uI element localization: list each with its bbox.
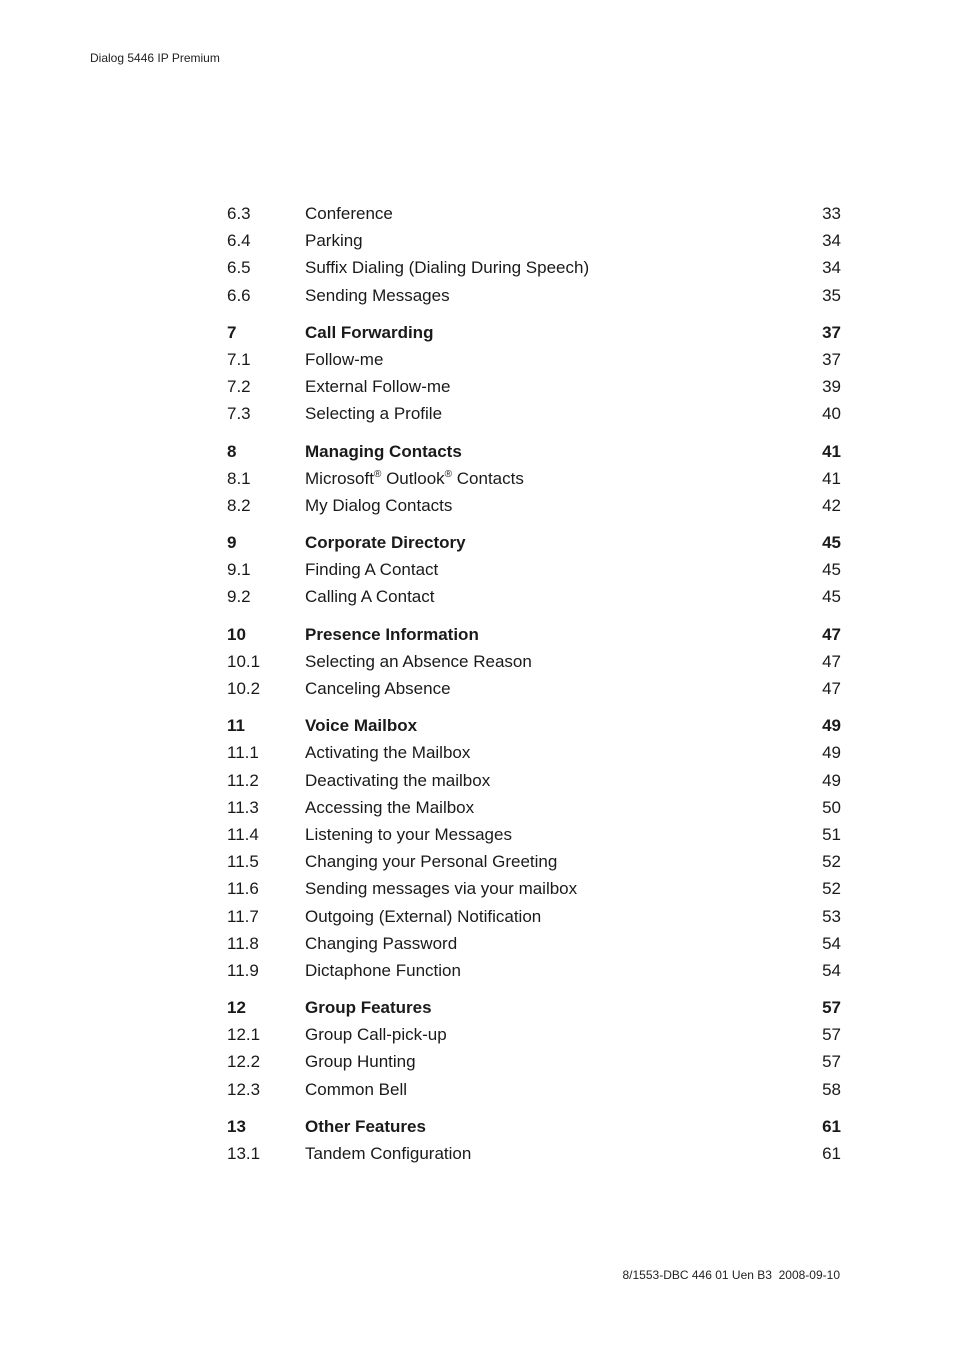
toc-number: 11 — [227, 716, 245, 736]
toc-entry-row — [227, 1024, 841, 1051]
toc-entry-row — [227, 1079, 841, 1106]
toc-entry-row — [227, 586, 841, 613]
toc-title: Listening to your Messages — [305, 824, 512, 844]
toc-page-number: 39 — [822, 377, 841, 397]
toc-entry-row — [227, 230, 841, 257]
toc-chapter-row — [227, 997, 841, 1024]
toc-number: 12.1 — [227, 1025, 261, 1045]
toc-title: Changing Password — [305, 933, 458, 953]
toc-entry-row — [227, 878, 841, 905]
toc-title: Finding A Contact — [305, 560, 439, 580]
toc-title: Selecting a Profile — [305, 404, 443, 424]
toc-title: Selecting an Absence Reason — [305, 651, 532, 671]
toc-number: 12.2 — [227, 1052, 261, 1072]
toc-title: Calling A Contact — [305, 587, 435, 607]
toc-number: 6.3 — [227, 204, 251, 223]
toc-page-number: 57 — [822, 998, 841, 1018]
toc-page-number: 54 — [822, 960, 841, 980]
toc-number: 7.2 — [227, 377, 251, 397]
toc-number: 11.6 — [227, 879, 259, 899]
toc-number: 6.4 — [227, 231, 251, 251]
toc-number: 11.2 — [227, 770, 259, 790]
page-header: Dialog 5446 IP Premium — [90, 51, 220, 65]
toc-title-part: Outlook — [381, 468, 445, 488]
toc-title: Group Features — [305, 998, 432, 1018]
toc-page-number: 34 — [822, 258, 841, 278]
toc-entry-row — [227, 1051, 841, 1078]
toc-page-number: 49 — [822, 716, 841, 736]
toc-entry-row — [227, 797, 841, 824]
toc-page-number: 47 — [822, 651, 841, 671]
toc-number: 10 — [227, 624, 246, 644]
toc-page-number: 54 — [822, 933, 841, 953]
toc-entry-row — [227, 559, 841, 586]
toc-entry-row — [227, 349, 841, 376]
toc-page-number: 34 — [822, 231, 841, 251]
toc-page-number: 51 — [822, 824, 841, 844]
toc-title: Canceling Absence — [305, 679, 451, 698]
toc-page-number: 40 — [822, 404, 841, 424]
toc-title: My Dialog Contacts — [305, 495, 453, 515]
toc-entry-row — [227, 851, 841, 878]
toc-page-number: 52 — [822, 879, 841, 899]
toc-number: 6.6 — [227, 285, 251, 305]
toc-number: 8.2 — [227, 495, 251, 515]
toc-entry-row — [227, 1143, 841, 1170]
toc-entry-row — [227, 495, 841, 522]
toc-page-number: 45 — [822, 560, 841, 580]
toc-page-number: 37 — [822, 349, 841, 369]
toc-page-number: 50 — [822, 797, 841, 817]
toc-page-number: 42 — [822, 495, 841, 515]
toc-page-number: 57 — [822, 1052, 841, 1072]
toc-chapter-row — [227, 441, 841, 468]
toc-page-number: 49 — [822, 743, 841, 763]
toc-title: Presence Information — [305, 624, 479, 644]
doc-date: 2008-09-10 — [778, 1268, 840, 1282]
toc-page-number: 45 — [822, 587, 841, 607]
toc-title: Call Forwarding — [305, 322, 434, 342]
toc-number: 6.5 — [227, 258, 251, 278]
toc-title: Group Hunting — [305, 1052, 416, 1072]
toc-page-number: 49 — [822, 770, 841, 790]
toc-page-number: 61 — [822, 1116, 841, 1136]
toc-page-number: 37 — [822, 322, 841, 342]
toc-number: 11.9 — [227, 960, 259, 980]
toc-number: 11.1 — [227, 743, 259, 763]
toc-page-number: 52 — [822, 852, 841, 872]
toc-page-number: 41 — [822, 441, 841, 461]
toc-title: Deactivating the mailbox — [305, 770, 491, 790]
toc-number: 12.3 — [227, 1079, 261, 1099]
toc-entry-row — [227, 285, 841, 312]
doc-number: 8/1553-DBC 446 01 Uen B3 — [622, 1268, 772, 1282]
toc-title: Common Bell — [305, 1079, 408, 1099]
toc-title: External Follow-me — [305, 377, 451, 397]
registered-mark: ® — [444, 468, 453, 480]
toc-title: Follow-me — [305, 349, 384, 369]
toc-title: Corporate Directory — [305, 533, 466, 553]
toc-entry-row — [227, 468, 841, 495]
toc-title: Outgoing (External) Notification — [305, 906, 542, 926]
toc-number: 12 — [227, 998, 246, 1018]
toc-title: Sending messages via your mailbox — [305, 879, 578, 899]
toc-title: Voice Mailbox — [305, 716, 418, 736]
toc-entry-row — [227, 770, 841, 797]
toc-page-number: 58 — [822, 1079, 841, 1099]
toc-page-number: 45 — [822, 533, 841, 553]
toc-chapter-row — [227, 532, 841, 559]
toc-number: 11.8 — [227, 933, 259, 953]
table-of-contents — [227, 203, 841, 1170]
toc-page-number: 53 — [822, 906, 841, 926]
toc-page-number: 41 — [822, 468, 841, 488]
toc-number: 9.1 — [227, 560, 251, 580]
toc-title: Activating the Mailbox — [305, 743, 471, 763]
toc-number: 7.1 — [227, 349, 251, 369]
toc-number: 7 — [227, 322, 237, 342]
toc-entry-row — [227, 257, 841, 284]
toc-entry-row — [227, 651, 841, 678]
toc-page-number: 61 — [822, 1144, 841, 1163]
toc-page-number: 47 — [822, 624, 841, 644]
toc-title: Conference — [305, 204, 393, 223]
toc-title: Sending Messages — [305, 285, 450, 305]
toc-page-number: 47 — [822, 679, 841, 698]
toc-chapter-row — [227, 1116, 841, 1143]
toc-title: Group Call-pick-up — [305, 1025, 447, 1045]
toc-number: 9.2 — [227, 587, 251, 607]
toc-page-number: 35 — [822, 285, 841, 305]
toc-entry-row — [227, 376, 841, 403]
toc-entry-row — [227, 203, 841, 230]
toc-title: Tandem Configuration — [305, 1144, 472, 1163]
toc-number: 11.7 — [227, 906, 259, 926]
toc-entry-row — [227, 678, 841, 705]
toc-number: 13 — [227, 1116, 246, 1136]
toc-chapter-row — [227, 624, 841, 651]
registered-mark: ® — [373, 468, 382, 480]
toc-entry-row — [227, 960, 841, 987]
toc-number: 8 — [227, 441, 237, 461]
toc-number: 11.4 — [227, 824, 259, 844]
toc-number: 13.1 — [227, 1144, 261, 1163]
toc-number: 8.1 — [227, 468, 251, 488]
toc-entry-row — [227, 742, 841, 769]
toc-title: Accessing the Mailbox — [305, 797, 475, 817]
toc-number: 10.2 — [227, 679, 261, 698]
toc-number: 7.3 — [227, 404, 251, 424]
toc-entry-row — [227, 933, 841, 960]
toc-title-part: Contacts — [452, 468, 524, 488]
toc-chapter-row — [227, 322, 841, 349]
toc-entry-row — [227, 906, 841, 933]
toc-title: Suffix Dialing (Dialing During Speech) — [305, 258, 590, 278]
toc-entry-row — [227, 824, 841, 851]
page-footer — [623, 1268, 841, 1282]
toc-title: Other Features — [305, 1116, 426, 1136]
toc-entry-row — [227, 403, 841, 430]
toc-title: Parking — [305, 231, 363, 251]
toc-number: 11.3 — [227, 797, 259, 817]
toc-page-number: 57 — [822, 1025, 841, 1045]
toc-number: 11.5 — [227, 852, 259, 872]
toc-title — [305, 468, 822, 490]
toc-title: Changing your Personal Greeting — [305, 852, 558, 872]
toc-title: Dictaphone Function — [305, 960, 461, 980]
toc-chapter-row — [227, 715, 841, 742]
toc-number: 10.1 — [227, 651, 261, 671]
toc-title-part: Microsoft — [305, 468, 374, 488]
toc-number: 9 — [227, 533, 237, 553]
toc-title: Managing Contacts — [305, 441, 462, 461]
toc-page-number: 33 — [822, 204, 841, 223]
